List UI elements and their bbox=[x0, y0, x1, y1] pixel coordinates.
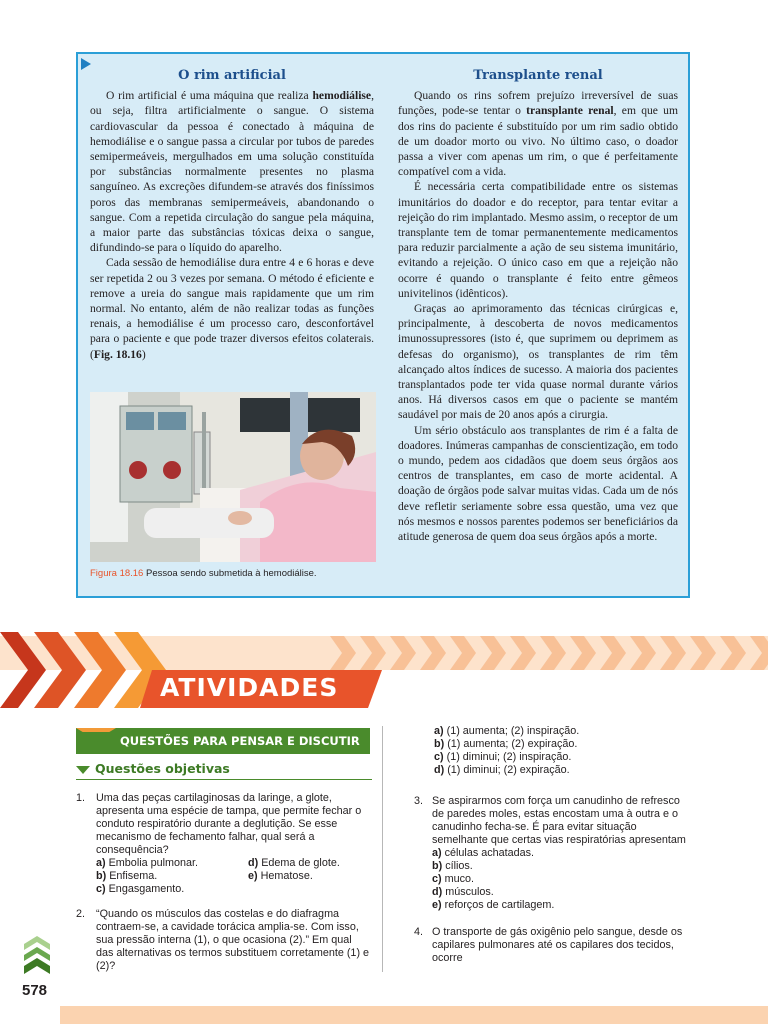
option-d bbox=[434, 764, 694, 777]
option-b bbox=[432, 860, 694, 873]
option-d bbox=[432, 886, 694, 899]
subsection-heading bbox=[76, 761, 372, 780]
question-stem: Se aspirarmos com força um canudinho de refresco de paredes moles, estas encostam uma à outra e o canudinho fecha-se. É para evitar situação semelhante que certas vias respiratórias apresentam bbox=[432, 795, 686, 846]
option-letter: b) bbox=[432, 860, 443, 872]
option-text: (1) aumenta; (2) expiração. bbox=[447, 738, 578, 750]
question-number: 2. bbox=[76, 908, 86, 920]
option-c bbox=[432, 873, 694, 886]
option-c bbox=[434, 751, 694, 764]
figure-ref: Fig. 18.16 bbox=[93, 347, 142, 361]
right-paragraph-2: É necessária certa compatibilidade entre os sistemas imunitários do doador e do receptor, para tentar evitar a rejeição do rim implantado. Mesmo assim, o receptor de um transplante tem de tomar permanentemente medicamentos para reduzir parcialmente a ação de seu sistema imunitário, evitando a rejeição. O único caso em que a rejeição não ocorre é quando o transplante é feito entre gêmeos univitelinos (idênticos). bbox=[398, 180, 678, 300]
right-paragraph-3: Graças ao aprimoramento das técnicas cirúrgicas e, principalmente, à descoberta de novos medicamentos imunossupressores (isto é, que suprimem ou deprimem as defesas do organismo), os transplantes de rim têm alcançado altos índices de sucesso. A maioria dos pacientes transplantados pode ter vida quase normal durante vários anos. Há diversos casos em que o paciente se mantém saudável por mais de 20 anos após a cirurgia. bbox=[398, 302, 678, 422]
text: , em que um dos rins do paciente é substituído por um rim sadio obtido de um doador morto ou vivo. No último caso, o doador passa a viver com apenas um rim, o que é perfeitamente compatível com a vida. bbox=[398, 104, 678, 179]
option-text: (1) diminui; (2) inspiração. bbox=[446, 751, 572, 763]
bold-term: transplante renal bbox=[526, 104, 614, 118]
option-text: células achatadas. bbox=[444, 847, 535, 859]
option-text: (1) aumenta; (2) inspiração. bbox=[446, 725, 580, 737]
right-paragraph-1 bbox=[398, 88, 678, 179]
question-3 bbox=[414, 795, 694, 912]
question-number: 4. bbox=[414, 926, 424, 938]
column-divider bbox=[382, 726, 383, 972]
option-c bbox=[96, 883, 248, 896]
question-number: 3. bbox=[414, 795, 424, 807]
option-a bbox=[434, 725, 694, 738]
option-d bbox=[248, 857, 368, 870]
text: ) bbox=[141, 347, 146, 361]
option-letter: c) bbox=[96, 883, 106, 895]
figure-caption bbox=[90, 568, 317, 579]
questions-right-column bbox=[414, 725, 694, 975]
option-a bbox=[432, 847, 694, 860]
option-b bbox=[96, 870, 248, 883]
question-number: 1. bbox=[76, 792, 86, 804]
option-letter: a) bbox=[96, 857, 106, 869]
option-text: Engasgamento. bbox=[108, 883, 185, 895]
option-letter: d) bbox=[434, 764, 445, 776]
text: Cada sessão de hemodiálise dura entre 4 e 6 horas e deve ser repetida 2 ou 3 vezes por semana. O método é eficiente e remove a ureia do sangue mais rapidamente que um rim normal. No entanto, além de não realizar todas as funções renais, a hemodiálise é um processo caro, desconfortável para o paciente e que pode trazer diversos efeitos colaterais. ( bbox=[90, 256, 374, 361]
subsection-title: Questões objetivas bbox=[95, 761, 230, 776]
page-chevrons-icon bbox=[24, 936, 50, 974]
page-number: 578 bbox=[22, 982, 48, 999]
left-paragraph-1 bbox=[90, 88, 374, 255]
option-text: músculos. bbox=[445, 886, 494, 898]
option-text: Edema de glote. bbox=[261, 857, 340, 869]
option-letter: e) bbox=[248, 870, 258, 882]
question-stem: Uma das peças cartilaginosas da laringe, a glote, apresenta uma espécie de tampa, que permite fechar o conduto respiratório durante a deglutição. Se esse mecanismo de fechamento falhar, qual será a consequência? bbox=[96, 792, 362, 856]
option-letter: a) bbox=[432, 847, 442, 859]
question-2 bbox=[76, 908, 372, 973]
question-stem: “Quando os músculos das costelas e do diafragma contraem-se, a cavidade torácica amplia-se. Com isso, sua pressão interna (1), o que ocasiona (2).” Em qual das alternativas os termos substituem corretamente (1) e (2)? bbox=[96, 908, 370, 972]
option-text: reforços de cartilagem. bbox=[444, 899, 555, 911]
option-text: Enfisema. bbox=[109, 870, 158, 882]
footer-bar bbox=[60, 1006, 768, 1024]
text: O rim artificial é uma máquina que realiza bbox=[106, 89, 313, 103]
questions-left-column bbox=[76, 792, 372, 983]
option-letter: c) bbox=[432, 873, 442, 885]
option-letter: e) bbox=[432, 899, 442, 911]
caption-text: Pessoa sendo submetida à hemodiálise. bbox=[143, 568, 317, 579]
reading-box bbox=[76, 52, 690, 598]
chevron-down-icon bbox=[76, 728, 116, 754]
hemodialysis-photo bbox=[90, 392, 376, 562]
left-column bbox=[90, 68, 374, 362]
activities-banner bbox=[0, 632, 768, 708]
option-b bbox=[434, 738, 694, 751]
right-column bbox=[398, 68, 678, 544]
chevron-down-icon bbox=[76, 766, 90, 774]
option-letter: d) bbox=[248, 857, 259, 869]
caption-figure-label: Figura 18.16 bbox=[90, 568, 144, 579]
bold-term: hemodiálise bbox=[312, 89, 372, 103]
option-letter: c) bbox=[434, 751, 444, 763]
options-grid bbox=[96, 857, 372, 896]
option-a bbox=[96, 857, 248, 870]
option-text: Hematose. bbox=[260, 870, 313, 882]
left-paragraph-2 bbox=[90, 255, 374, 361]
section-bar bbox=[76, 728, 370, 754]
activities-title: ATIVIDADES bbox=[160, 673, 339, 702]
right-title: Transplante renal bbox=[473, 68, 603, 83]
option-text: Embolia pulmonar. bbox=[108, 857, 199, 869]
option-letter: d) bbox=[432, 886, 443, 898]
text: , ou seja, filtra artificialmente o sangue. O sistema cardiovascular da pessoa é conectado à máquina de hemodiálise e o sangue passa a circular por tubos de paredes semipermeáveis, mergulhados em uma solução constituída por substâncias normalmente presentes no plasma sanguíneo. As excreções difundem-se através dos finíssimos poros das membranas semipermeáveis, abandonando o sangue. Com a repetida circulação do sangue pela máquina, a maior parte das substâncias tóxicas deixa o sangue, difundindo-se para o líquido do aparelho. bbox=[90, 89, 374, 255]
question-stem: O transporte de gás oxigênio pelo sangue, desde os capilares pulmonares até os capilares dos tecidos, ocorre bbox=[432, 926, 683, 964]
text: Quando os rins sofrem prejuízo irreversível de suas funções, pode-se tentar o bbox=[398, 89, 678, 118]
option-letter: b) bbox=[434, 738, 445, 750]
option-e bbox=[248, 870, 368, 883]
option-letter: b) bbox=[96, 870, 107, 882]
right-paragraph-4: Um sério obstáculo aos transplantes de rim é a falta de doadores. Inúmeras campanhas de conscientização, em todo o mundo, pedem aos cidadãos que doem seus órgãos aos centros de transplantes, em caso de morte acidental. A doação de órgãos pode salvar muitas vidas. Cada um de nós deve refletir seriamente sobre essa questão, uma vez que nós mesmos e nossos parentes podemos ser beneficiários da atitude generosa de quem doa seus órgãos após a morte. bbox=[398, 423, 678, 544]
option-e bbox=[432, 899, 694, 912]
option-letter: a) bbox=[434, 725, 444, 737]
left-title: O rim artificial bbox=[178, 68, 286, 83]
option-text: muco. bbox=[444, 873, 475, 885]
section-title: QUESTÕES PARA PENSAR E DISCUTIR bbox=[120, 734, 360, 748]
option-text: cílios. bbox=[445, 860, 473, 872]
question-1 bbox=[76, 792, 372, 896]
photo-illustration bbox=[90, 392, 376, 562]
option-text: (1) diminui; (2) expiração. bbox=[447, 764, 570, 776]
question-2-options bbox=[414, 725, 694, 777]
question-4 bbox=[414, 926, 694, 965]
